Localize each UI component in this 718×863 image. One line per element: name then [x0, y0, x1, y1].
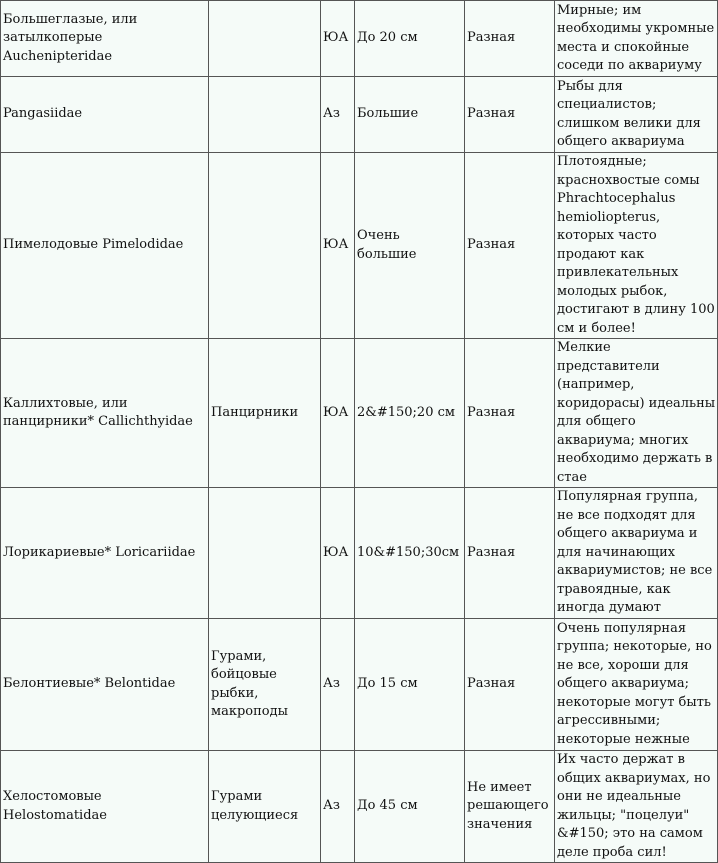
common-name-cell — [208, 0, 320, 76]
notes-cell: Мелкие представители (например, коридорасы) идеальны для общего аквариума; многих необходимо держать в стае — [554, 338, 718, 487]
family-cell: Лорикариевые* Loricariidae — [0, 487, 208, 618]
table-row — [0, 487, 718, 618]
table-row — [0, 0, 718, 76]
family-cell: Каллихтовые, или панцирники* Callichthyidae — [0, 338, 208, 487]
family-cell: Большеглазые, или затылкоперые Auchenipteridae — [0, 0, 208, 76]
size-cell: 2&#150;20 см — [354, 338, 464, 487]
notes-cell: Их часто держат в общих аквариумах, но они не идеальные жильцы; "поцелуи" &#150; это на самом деле проба сил! — [554, 750, 718, 863]
region-cell: Аз — [320, 750, 354, 863]
size-cell: До 15 см — [354, 618, 464, 750]
notes-cell: Популярная группа, не все подходят для общего аквариума и для начинающих аквариумистов; не все травоядные, как иногда думают — [554, 487, 718, 618]
notes-cell: Плотоядные; краснохвостые сомы Phrachtocephalus hemioliopterus, которых часто продают как привлекательных молодых рыбок, достигают в длину 100 см и более! — [554, 152, 718, 338]
water-cell: Разная — [464, 618, 554, 750]
region-cell: ЮА — [320, 338, 354, 487]
water-cell: Разная — [464, 0, 554, 76]
region-cell: Аз — [320, 618, 354, 750]
water-cell: Разная — [464, 152, 554, 338]
family-cell: Белонтиевые* Belontidae — [0, 618, 208, 750]
water-cell: Разная — [464, 338, 554, 487]
size-cell: Очень большие — [354, 152, 464, 338]
common-name-cell — [208, 152, 320, 338]
water-cell: Разная — [464, 76, 554, 152]
region-cell: ЮА — [320, 0, 354, 76]
table-row — [0, 152, 718, 338]
region-cell: Аз — [320, 76, 354, 152]
size-cell: 10&#150;30см — [354, 487, 464, 618]
size-cell: Большие — [354, 76, 464, 152]
water-cell: Не имеет решающего значения — [464, 750, 554, 863]
common-name-cell — [208, 487, 320, 618]
region-cell: ЮА — [320, 487, 354, 618]
common-name-cell: Гурами целующиеся — [208, 750, 320, 863]
table-row — [0, 618, 718, 750]
region-cell: ЮА — [320, 152, 354, 338]
family-cell: Pangasiidae — [0, 76, 208, 152]
water-cell: Разная — [464, 487, 554, 618]
family-cell: Пимелодовые Pimelodidae — [0, 152, 208, 338]
common-name-cell: Панцирники — [208, 338, 320, 487]
size-cell: До 20 см — [354, 0, 464, 76]
size-cell: До 45 см — [354, 750, 464, 863]
table-row — [0, 750, 718, 863]
family-cell: Хелостомовые Helostomatidae — [0, 750, 208, 863]
table-row — [0, 76, 718, 152]
notes-cell: Мирные; им необходимы укромные места и спокойные соседи по аквариуму — [554, 0, 718, 76]
common-name-cell: Гурами, бойцовые рыбки, макроподы — [208, 618, 320, 750]
notes-cell: Очень популярная группа; некоторые, но не все, хороши для общего аквариума; некоторые могут быть агрессивными; некоторые нежные — [554, 618, 718, 750]
notes-cell: Рыбы для специалистов; слишком велики для общего аквариума — [554, 76, 718, 152]
common-name-cell — [208, 76, 320, 152]
table-row — [0, 338, 718, 487]
